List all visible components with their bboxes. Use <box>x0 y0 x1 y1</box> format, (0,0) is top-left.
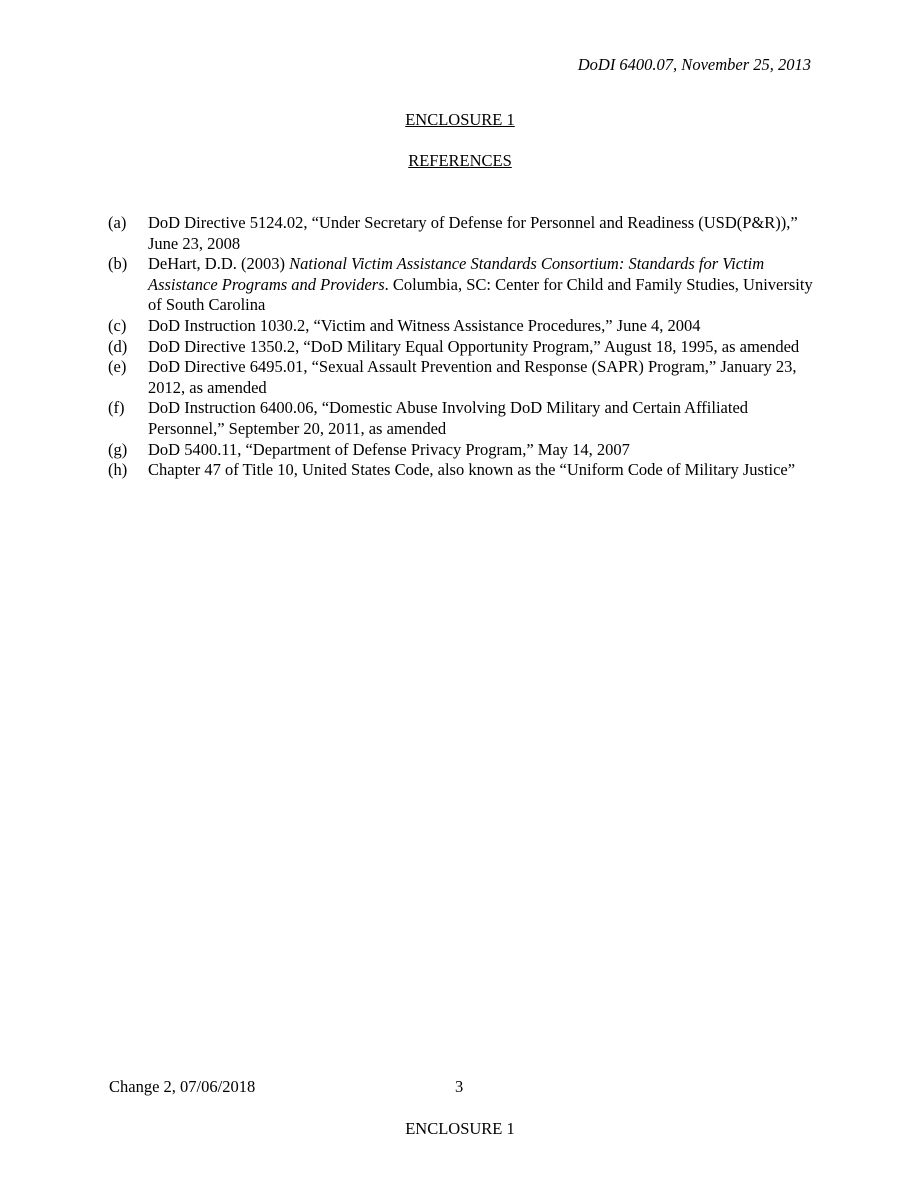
reference-item <box>108 254 828 316</box>
reference-letter: (c) <box>108 315 127 335</box>
reference-text: DoD Instruction 6400.06, “Domestic Abuse Involving DoD Military and Certain Affiliated Personnel,” September 20, 2011, as amended <box>148 398 749 438</box>
reference-text: Chapter 47 of Title 10, United States Code, also known as the “Uniform Code of Military Justice” <box>148 460 796 480</box>
reference-item <box>108 460 828 481</box>
footer-change-note: Change 2, 07/06/2018 <box>109 1077 256 1096</box>
footer-enclosure-label: ENCLOSURE 1 <box>405 1119 515 1138</box>
reference-text-post: . Columbia, SC: Center for Child and Family Studies, University of South Carolina <box>148 274 813 315</box>
reference-letter: (b) <box>108 254 128 274</box>
reference-item <box>108 440 828 461</box>
reference-letter: (a) <box>108 213 127 232</box>
reference-item <box>108 357 828 398</box>
reference-item <box>108 337 828 358</box>
enclosure-title: ENCLOSURE 1 <box>405 110 515 129</box>
reference-text: DoD Directive 5124.02, “Under Secretary of Defense for Personnel and Readiness (USD(P&R)),” June 23, 2008 <box>148 213 798 253</box>
references-list <box>108 213 828 481</box>
reference-item <box>108 213 828 254</box>
reference-text: DoD 5400.11, “Department of Defense Privacy Program,” May 14, 2007 <box>148 439 630 459</box>
reference-text: DoD Directive 6495.01, “Sexual Assault Prevention and Response (SAPR) Program,” January 23, 2012, as amended <box>148 357 797 397</box>
reference-item <box>108 398 828 439</box>
reference-letter: (d) <box>108 336 128 356</box>
references-title: REFERENCES <box>408 151 512 170</box>
reference-letter: (h) <box>108 460 128 480</box>
footer-page-number: 3 <box>455 1077 464 1096</box>
document-reference-header: DoDI 6400.07, November 25, 2013 <box>577 55 811 74</box>
reference-text-pre: DeHart, D.D. (2003) <box>148 254 290 274</box>
reference-item <box>108 316 828 337</box>
reference-text: DoD Directive 1350.2, “DoD Military Equal Opportunity Program,” August 18, 1995, as amended <box>148 336 800 356</box>
reference-letter: (e) <box>108 357 127 377</box>
reference-title-italic: National Victim Assistance Standards Consortium: Standards for Victim Assistance Programs and Providers <box>148 254 765 294</box>
reference-text: DoD Instruction 1030.2, “Victim and Witness Assistance Procedures,” June 4, 2004 <box>148 315 701 335</box>
reference-letter: (g) <box>108 439 128 459</box>
reference-letter: (f) <box>108 398 125 418</box>
